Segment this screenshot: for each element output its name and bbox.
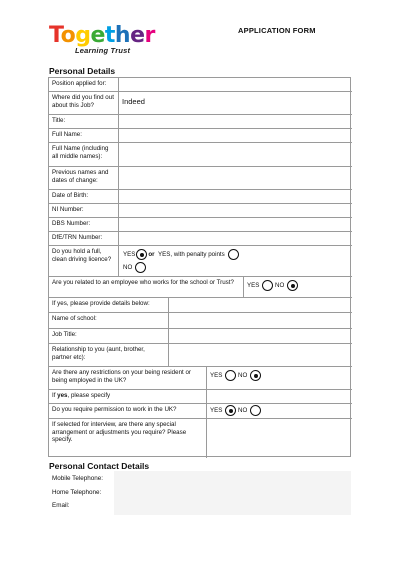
logo-letter: r	[144, 23, 155, 48]
please-specify-label	[49, 390, 207, 404]
related-label: Are you related to an employee who works for the school or Trust?	[49, 277, 244, 298]
position-field[interactable]	[119, 78, 352, 92]
source-field[interactable]	[119, 92, 352, 115]
if-yes-blank	[169, 298, 352, 313]
fullname-middle-label: Full Name (including all middle names):	[49, 143, 119, 167]
logo-letter: h	[114, 23, 131, 48]
logo-wordmark	[49, 23, 155, 48]
restrictions-yes-radio[interactable]	[225, 370, 236, 381]
permission-options	[207, 404, 352, 419]
interview-label: If selected for interview, are there any special arrangement or adjustments you require? Please specify.	[49, 419, 207, 458]
job-title-field[interactable]	[169, 329, 352, 344]
licence-no-text: NO	[123, 263, 133, 271]
licence-penalty-option[interactable]	[158, 249, 239, 260]
permission-label: Do you require permission to work in the UK?	[49, 404, 207, 419]
related-yes-text: YES	[247, 281, 260, 289]
logo-letter: e	[130, 23, 145, 48]
permission-yes-text: YES	[210, 406, 223, 414]
dfe-field[interactable]	[119, 232, 352, 246]
fullname-label: Full Name:	[49, 129, 119, 143]
permission-yes-radio[interactable]	[225, 405, 236, 416]
licence-or-text: or	[148, 250, 155, 258]
dbs-field[interactable]	[119, 218, 352, 232]
previous-names-field[interactable]	[119, 167, 352, 190]
please-specify-suffix: , please specify	[67, 392, 111, 399]
restrictions-options	[207, 367, 352, 390]
restrictions-no-text: NO	[238, 371, 248, 379]
restrictions-no-option[interactable]	[238, 370, 261, 381]
position-label: Position applied for:	[49, 78, 119, 92]
logo-letter: g	[75, 23, 91, 48]
permission-yes-option[interactable]	[210, 405, 236, 416]
related-options	[244, 277, 352, 298]
school-field[interactable]	[169, 313, 352, 329]
please-specify-bold: yes	[57, 392, 68, 399]
dob-field[interactable]	[119, 190, 352, 204]
licence-yes-option[interactable]	[123, 249, 155, 260]
related-no-text: NO	[275, 281, 285, 289]
source-value: Indeed	[122, 97, 145, 106]
school-label: Name of school:	[49, 313, 169, 329]
mobile-label: Mobile Telephone:	[52, 475, 103, 482]
restrictions-label: Are there any restrictions on your being resident or being employed in the UK?	[49, 367, 207, 390]
contact-details-heading: Personal Contact Details	[49, 461, 150, 471]
email-label: Email:	[52, 502, 70, 509]
fullname-field[interactable]	[119, 129, 352, 143]
permission-no-option[interactable]	[238, 405, 261, 416]
form-title: APPLICATION FORM	[238, 26, 316, 35]
personal-details-heading: Personal Details	[49, 66, 116, 76]
restrictions-yes-text: YES	[210, 371, 223, 379]
previous-names-label: Previous names and dates of change:	[49, 167, 119, 190]
restrictions-no-radio[interactable]	[250, 370, 261, 381]
logo-letter: T	[49, 23, 61, 48]
job-title-label: Job Title:	[49, 329, 169, 344]
related-yes-radio[interactable]	[262, 280, 273, 291]
ni-label: NI Number:	[49, 204, 119, 218]
related-no-radio[interactable]	[287, 280, 298, 291]
logo-letter: o	[60, 23, 76, 48]
logo-subtitle: Learning Trust	[75, 46, 131, 55]
related-no-option[interactable]	[275, 280, 298, 291]
contact-fields-area[interactable]	[114, 471, 351, 515]
relationship-field[interactable]	[169, 344, 352, 367]
together-learning-trust-logo	[49, 23, 155, 58]
licence-yes-text: YES	[123, 250, 136, 258]
fullname-middle-field[interactable]	[119, 143, 352, 167]
dfe-label: DfE/TRN Number:	[49, 232, 119, 246]
licence-no-radio[interactable]	[135, 262, 146, 273]
title-label: Title:	[49, 115, 119, 129]
licence-no-option[interactable]	[123, 262, 146, 273]
related-yes-option[interactable]	[247, 280, 273, 291]
if-yes-label: If yes, please provide details below:	[49, 298, 169, 313]
interview-field[interactable]	[207, 419, 352, 458]
permission-no-text: NO	[238, 406, 248, 414]
title-field[interactable]	[119, 115, 352, 129]
licence-yes-radio[interactable]	[136, 249, 147, 260]
dob-label: Date of Birth:	[49, 190, 119, 204]
please-specify-prefix: If	[52, 392, 58, 399]
dbs-label: DBS Number:	[49, 218, 119, 232]
logo-letter: e	[90, 23, 105, 48]
personal-details-table	[48, 77, 351, 457]
permission-no-radio[interactable]	[250, 405, 261, 416]
licence-label: Do you hold a full, clean driving licence?	[49, 246, 119, 277]
restrictions-yes-option[interactable]	[210, 370, 236, 381]
relationship-label: Relationship to you (aunt, brother, partner etc):	[49, 344, 169, 367]
licence-penalty-text: YES, with penalty points	[158, 250, 225, 258]
ni-field[interactable]	[119, 204, 352, 218]
logo-letter: t	[104, 23, 115, 48]
licence-options	[119, 246, 352, 277]
source-label: Where did you find out about this Job?	[49, 92, 119, 115]
please-specify-field[interactable]	[207, 390, 352, 404]
licence-penalty-radio[interactable]	[228, 249, 239, 260]
home-telephone-label: Home Telephone:	[52, 489, 102, 496]
